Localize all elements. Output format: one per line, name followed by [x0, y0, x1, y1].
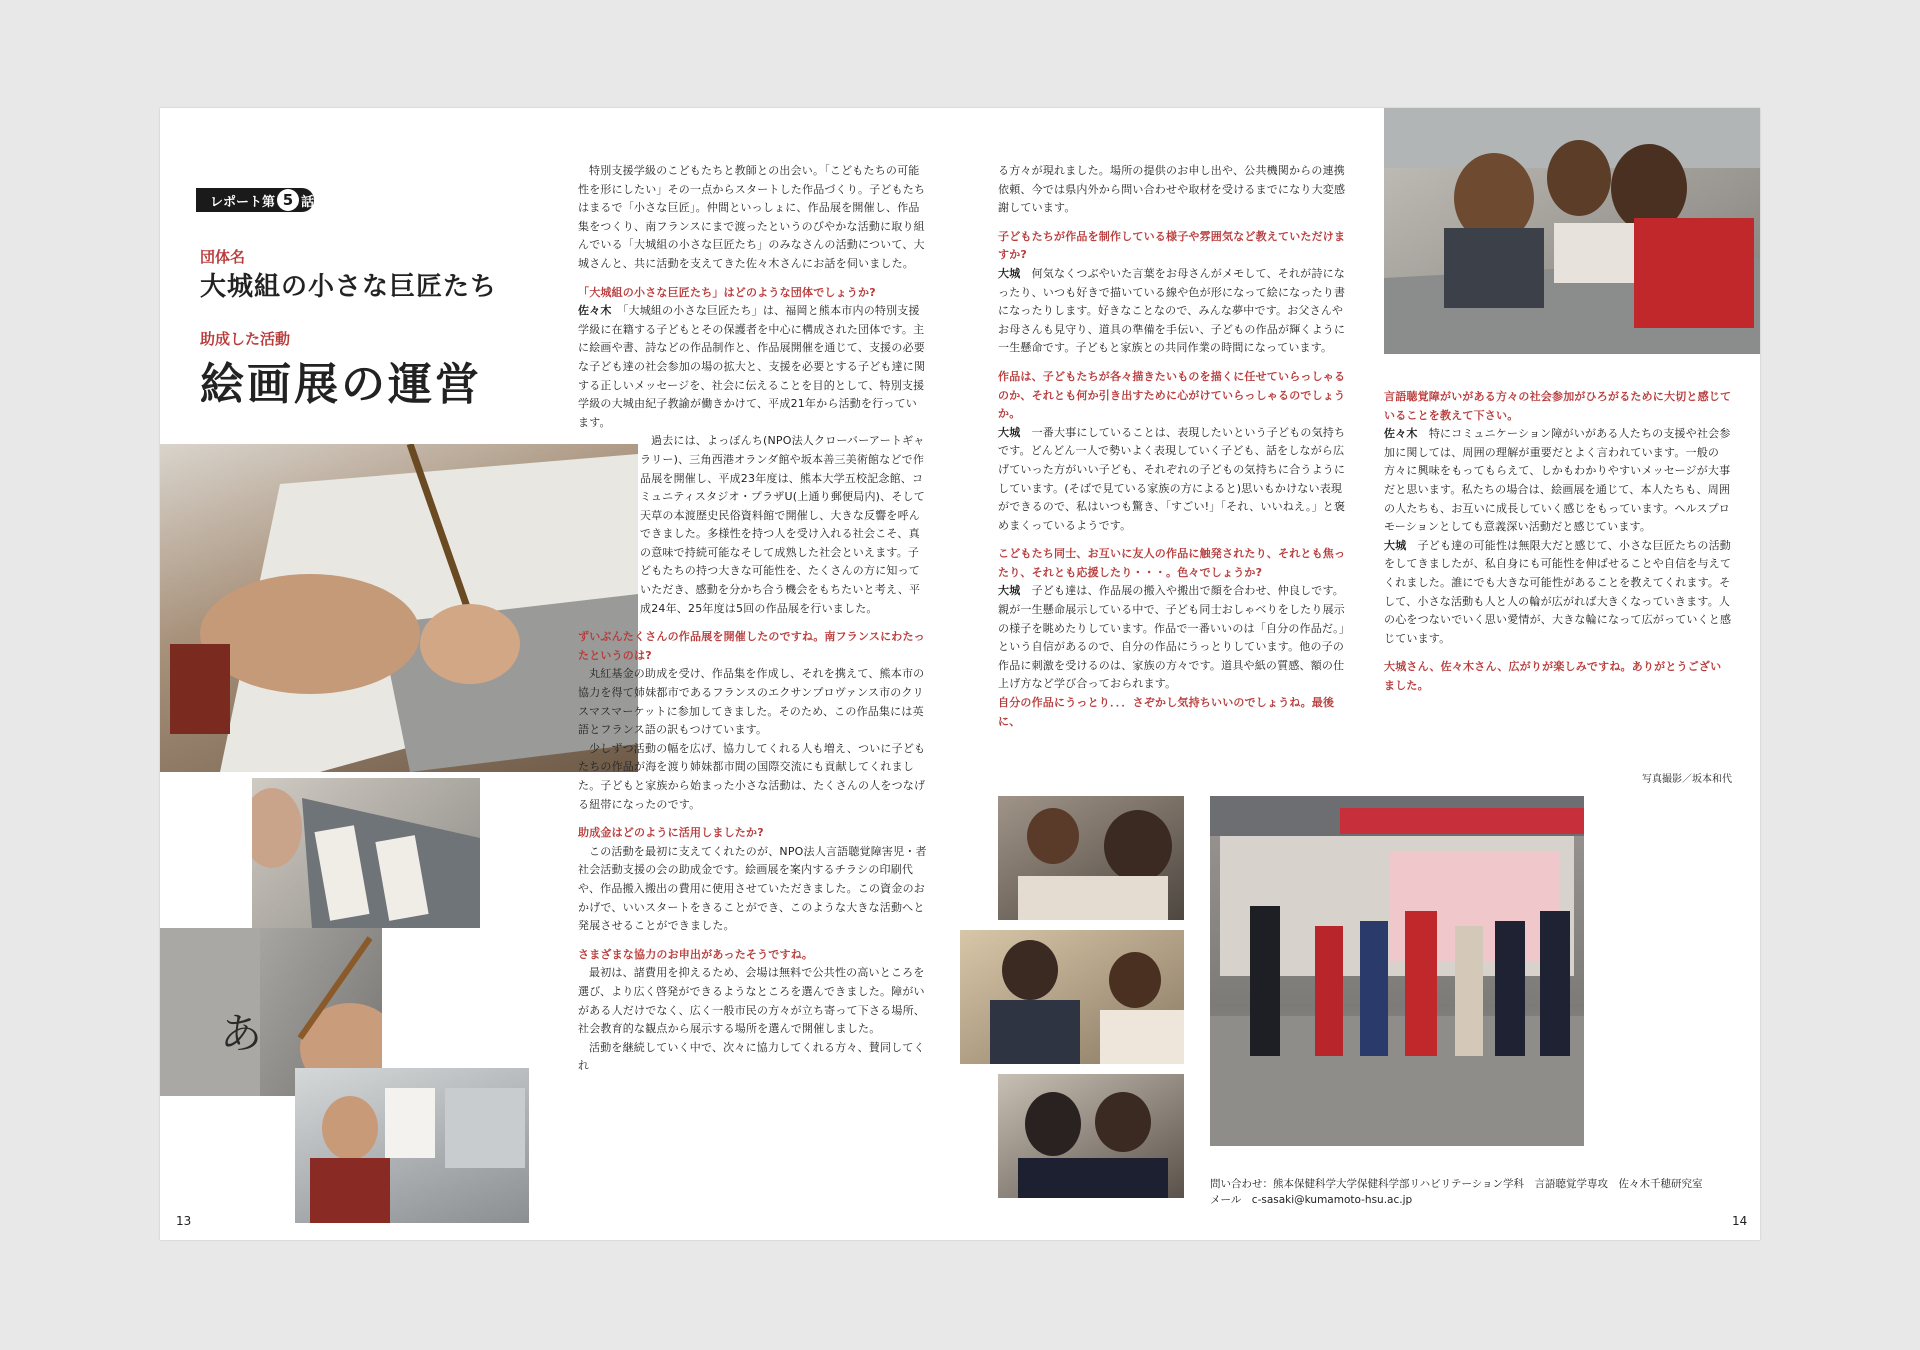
answer-7: 子ども達は、作品展の搬入や搬出で顔を合わせ、仲良しです。親が一生懸命展示している中で、子ども同士おしゃべりをしたり展示の様子を眺めたりしています。作品で一番いいのは「自分の作品だ。」という自信があるので、自分の作品にうっとりしています。他の子の作品に刺激を受けるのは、家族の方々です。道具や紙の質感、額の仕上げ方など学び合っておられます。	[998, 584, 1345, 691]
question-2: ずいぶんたくさんの作品展を開催したのですね。南フランスにわたったというのは?	[578, 630, 925, 662]
org-label: 団体名	[200, 248, 246, 266]
speaker-sasaki: 佐々木	[578, 304, 612, 318]
boy-drawing-photo	[295, 1068, 529, 1223]
answer-4b: 活動を継続していく中で、次々に協力してくれる方々、賛同してくれ	[578, 1040, 925, 1073]
question-7: こどもたち同士、お互いに友人の作品に触発されたり、それとも焦ったり、それとも応援したり・・・。色々でしょうか?	[998, 547, 1346, 579]
answer-2b: 少しずつ活動の幅を広げ、協力してくれる人も増え、ついに子どもたちの作品が海を渡り姉妹都市間の国際交流にも貢献してくれました。子どもと家族から始まった小さな活動は、たくさんの人をつなげる紐帯になったのです。	[578, 741, 926, 811]
page-number-left: 13	[176, 1214, 192, 1228]
group-photo	[1210, 796, 1584, 1146]
photo-credit: 写真撮影／坂本和代	[1642, 774, 1732, 785]
question-3: 助成金はどのように活用しましたか?	[578, 826, 764, 840]
contact-address: 問い合わせ：熊本保健科学大学保健科学部リハビリテーション学科 言語聴覚学専攻 佐々木千穂研究室	[1210, 1178, 1703, 1190]
answer-5: 何気なくつぶやいた言葉をお母さんがメモして、それが詩になったり、いつも好きで描いている線や色が形になって絵になったり書になったりします。好きなことなので、みんな夢中です。お父さんやお母さんも見守り、道具の準備を手伝い、子どもの作品が輝くように一生懸命です。子どもと家族との共同作業の時間になっています。	[998, 266, 1346, 355]
intro-paragraph: 特別支援学級のこどもたちと教師との出会い。「こどもたちの可能性を形にしたい」その一点からスタートした作品づくり。子どもたちはまるで「小さな巨匠」。仲間といっしょに、作品展を開催し、作品集をつくり、南フランスにまで渡ったというのびやかな活動に取り組んでいる「大城組の小さな巨匠たち」のみなさんの活動について、大城さんと、共に活動を支えてきた佐々木さんにお話を伺いました。	[578, 164, 926, 270]
answer-1: 「大城組の小さな巨匠たち」は、福岡と熊本市内の特別支援学級に在籍する子どもとその保護者を中心に構成された団体です。主に絵画や書、詩などの作品制作と、作品展開催を通じて、支援の必要な子ども達の社会参加の場の拡大と、支援を必要とする子ども達に関する正しいメッセージを、社会に伝えることを目的として、特別支援学級の大城由紀子教諭が働きかけて、平成21年から活動を行っています。	[578, 304, 926, 429]
question-6: 作品は、子どもたちが各々描きたいものを描くに任せていらっしゃるのか、それとも何か引き出すために心がけていらっしゃるのでしょうか。	[998, 369, 1346, 421]
writing-strips-photo	[252, 778, 480, 928]
contact-info	[1210, 1176, 1703, 1208]
answer-4: 最初は、諸費用を抑えるため、会場は無料で公共性の高いところを選び、より広く啓発ができるようなところを選んできました。障がいがある人だけでなく、広く一般市民の方々が立ち寄って下さる場所、社会教育的な観点から展示する場所を選んで開催しました。	[578, 966, 925, 1036]
activity-label: 助成した活動	[200, 330, 291, 348]
calligraphy-photo	[160, 444, 638, 772]
answer-6: 一番大事にしていることは、表現したいという子どもの気持ちです。どんどん一人で勢いよく表現していく子ども、話をしながら広げていった方がいい子ども、それぞれの子どもの気持ちに合うようにしています。(そばで見ている家族の方によると)思いもかけない表現ができるので、私はいつも驚き、「すごい!」「それ、いいねえ。」と褒めまくっているようです。	[998, 425, 1346, 532]
answer-2: 丸紅基金の助成を受け、作品集を作成し、それを携えて、熊本市の協力を得て姉妹都市であるフランスのエクサンプロヴァンス市のクリスマスマーケットに参加してきました。そのため、この作品集には英語とフランス語の訳もつけています。	[578, 667, 925, 737]
activity-title: 絵画展の運営	[200, 359, 482, 410]
answer-1b: 過去には、よっぽんち(NPO法人クローバーアートギャラリー)、三角西港オランダ館や坂本善三美術館などで作品展を開催し、平成23年度は、熊本大学五校記念館、コミュニティスタジオ・プラザU(上通り郵便局内)、そして天草の本渡歴史民俗資料館で開催し、大きな反響を呼んできました。多様性を持つ人を受け入れる社会こそ、真の意味で持続可能なそして成熟した社会といえます。子どもたちの持つ大きな可能性を、たくさんの方に知っていただき、感動を分かち合う機会をもちたいと考え、平成24年、25年度は5回の作品展を行いました。	[640, 434, 925, 615]
question-9: 言語聴覚障がいがある方々の社会参加がひろがるために大切と感じていることを教えて下さい。	[1384, 390, 1732, 422]
students-photo	[998, 1074, 1184, 1198]
answer-9: 特にコミュニケーション障がいがある人たちの支援や社会参加に関しては、周囲の理解が重要だとよく言われています。一般の方々に興味をもってもらえて、しかもわかりやすいメッセージが大事だと思います。私たちの場合は、絵画展を通じて、本人たちも、周囲の人たちも、お互いに成長していく感じをもっています。ヘルスプロモーションとしても意義深い活動だと感じています。	[1384, 427, 1731, 534]
closing-remark: 大城さん、佐々木さん、広がりが楽しみですね。ありがとうございました。	[1384, 660, 1722, 692]
contact-email[interactable]: メール c-sasaki@kumamoto-hsu.ac.jp	[1210, 1194, 1413, 1206]
continued-paragraph: る方々が現れました。場所の提供のお申し出や、公共機関からの連携依頼、今では県内外から問い合わせや取材を受けるまでになり大変感謝しています。	[998, 164, 1346, 215]
svg-text:あ: あ	[220, 1009, 263, 1058]
question-5: 子どもたちが作品を制作している様子や雰囲気など教えていただけますか?	[998, 229, 1346, 262]
org-name: 大城組の小さな巨匠たち	[200, 272, 498, 302]
question-1: 「大城組の小さな巨匠たち」はどのような団体でしょうか?	[578, 285, 876, 299]
answer-3: この活動を最初に支えてくれたのが、NPO法人言語聴覚障害児・者社会活動支援の会の助成金です。絵画展を案内するチラシの印刷代や、作品搬入搬出の費用に使用させていただきました。この資金のおかげで、いいスタートをきることができ、このような大きな活動へと発展させることができました。	[578, 844, 927, 933]
page-number-right: 14	[1732, 1214, 1748, 1228]
kids-looking-photo	[1384, 108, 1760, 354]
magazine-spread	[160, 108, 1760, 1240]
question-8: 自分の作品にうっとり．．．さぞかし気持ちいいのでしょうね。最後に、	[998, 696, 1335, 728]
mother-daughter-photo	[960, 930, 1184, 1064]
report-badge: レポート第 5 話	[196, 188, 314, 212]
drawing-together-photo	[998, 796, 1184, 920]
report-number: 5	[277, 189, 299, 211]
article-column-1	[578, 162, 928, 1086]
article-column-2: る方々が現れました。場所の提供のお申し出や、公共機関からの連携依頼、今では県内外から問い合わせや取材を受けるまでになり大変感謝しています。 子どもたちが作品を制作している様子や雰囲気など教えていただけますか? 大城 何気なくつぶやいた言葉をお母さんがメモして、それが詩になったり、いつも好きで描いている線や色が形になって絵になったり書になったりします。好きなことなので、みんな夢中です。お父さんやお母さんも見守り、道具の準備を手伝い、子どもの作品が輝くように一生懸命です。子どもと家族との共同作業の時間になっています。 作品は、子どもたちが各々描きたいものを描くに任せていらっしゃるのか、それとも何か引き出すために心がけていらっしゃるのでしょうか。 大城 一番大事にしていることは、表現したいという子どもの気持ちです。どんどん一人で勢いよく表現していく子ども、話をしながら広げていった方がいい子ども、それぞれの子どもの気持ちに合うようにしています。(そばで見ている家族の方によると)思いもかけない表現ができるので、私はいつも驚き、「すごい!」「それ、いいねえ。」と褒めまくっているようです。 こどもたち同士、お互いに友人の作品に触発されたり、それとも焦ったり、それとも応援したり・・・。色々でしょうか? 大城 子ども達は、作品展の搬入や搬出で顔を合わせ、仲良しです。親が一生懸命展示している中で、子ども同士おしゃべりをしたり展示の様子を眺めたりしています。作品で一番いいのは「自分の作品だ。」という自信があるので、自分の作品にうっとりしています。他の子の作品に刺激を受けるのは、家族の方々です。道具や紙の質感、額の仕上げ方など学び合っておられます。 自分の作品にうっとり．．．さぞかし気持ちいいのでしょうね。最後に、	[998, 162, 1346, 731]
question-4: さまざまな協力のお申出があったそうですね。	[578, 947, 814, 961]
answer-9b: 子ども達の可能性は無限大だと感じて、小さな巨匠たちの活動をしてきましたが、私自身にも可能性を伸ばせることや自信を与えてくれました。誰にでも大きな可能性があることを教えてくれます。そして、小さな活動も人と人の輪が広がれば大きくなっていきます。人の心をつないでいく思い愛情が、大きな輪になって広がっていくと感じています。	[1384, 538, 1732, 645]
article-column-3: 言語聴覚障がいがある方々の社会参加がひろがるために大切と感じていることを教えて下さい。 佐々木 特にコミュニケーション障がいがある人たちの支援や社会参加に関しては、周囲の理解が重要だとよく言われています。一般の方々に興味をもってもらえて、しかもわかりやすいメッセージが大事だと思います。私たちの場合は、絵画展を通じて、本人たちも、周囲の人たちも、お互いに成長していく感じをもっています。ヘルスプロモーションとしても意義深い活動だと感じています。 大城 子ども達の可能性は無限大だと感じて、小さな巨匠たちの活動をしてきましたが、私自身にも可能性を伸ばせることや自信を与えてくれました。誰にでも大きな可能性があることを教えてくれます。そして、小さな活動も人と人の輪が広がれば大きくなっていきます。人の心をつないでいく思い愛情が、大きな輪になって広がっていくと感じています。 大城さん、佐々木さん、広がりが楽しみですね。ありがとうございました。	[1384, 388, 1732, 696]
